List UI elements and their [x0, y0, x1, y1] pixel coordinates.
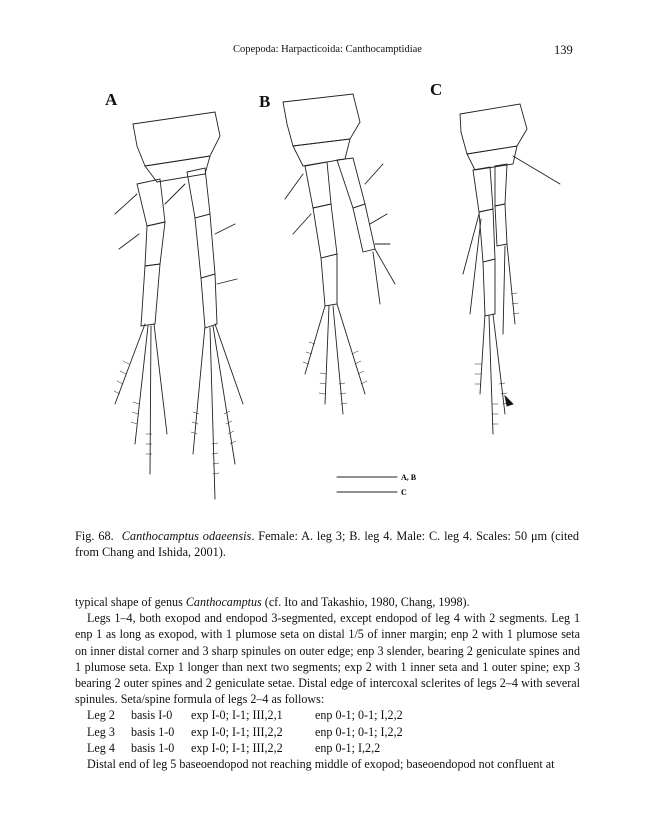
formula-exp: exp I-0; I-1; III,2,2 [191, 740, 283, 755]
p1-text: typical shape of genus [75, 595, 186, 609]
formula-basis: basis 1-0 [131, 724, 175, 739]
figure-68 [75, 74, 580, 506]
formula-enp: enp 0-1; 0-1; I,2,2 [315, 708, 403, 723]
formula-leg: Leg 4 [87, 740, 115, 755]
paragraph-1 [75, 594, 580, 610]
formula-exp: exp I-0; I-1; III,2,1 [191, 708, 283, 723]
leg-4-female-drawing [283, 94, 395, 414]
formula-enp: enp 0-1; I,2,2 [315, 740, 381, 755]
seta-spine-formula [75, 707, 580, 756]
caption-species: Canthocamptus odaeensis [121, 529, 252, 543]
formula-basis: basis 1-0 [131, 740, 175, 755]
p1-genus: Canthocamptus [185, 595, 262, 609]
running-title: Copepoda: Harpacticoida: Canthocamptidiae [233, 44, 422, 55]
formula-enp: enp 0-1; 0-1; I,2,2 [315, 724, 403, 739]
formula-row [75, 724, 580, 740]
leg-4-male-drawing [460, 104, 560, 434]
panel-label-a: A [105, 90, 118, 109]
panel-label-c: C [430, 80, 443, 99]
formula-exp: exp I-0; I-1; III,2,2 [191, 724, 283, 739]
page-number: 139 [554, 43, 573, 57]
caption-text: . Female: A. leg 3; B. leg 4. Male: C. leg 4. Scales: 50 μm (cited from Chang and Ishida, 2001). [75, 529, 579, 559]
arrowhead-marker [505, 396, 513, 406]
formula-leg: Leg 2 [87, 708, 115, 723]
scale-label-ab: A, B [401, 473, 417, 482]
formula-leg: Leg 3 [87, 724, 115, 739]
running-head [0, 44, 652, 60]
figure-caption [75, 528, 579, 560]
leg-3-female-drawing [115, 112, 243, 499]
caption-lead: Fig. 68. [75, 529, 114, 543]
paragraph-3: Distal end of leg 5 baseoendopod not reaching middle of exopod; baseoendopod not confluent at [87, 757, 555, 772]
scale-label-c: C [401, 488, 407, 497]
paragraph-2: Legs 1–4, both exopod and endopod 3-segmented, except endopod of leg 4 with 2 segments. Leg 1 enp 1 as long as exopod, with 1 plumose seta on distal 1/5 of inner margin; enp 2 with 1 plumose seta on inner distal corner and 3 sharp spinules on outer edge; enp 3 slender, bearing 2 geniculate spines and 1 plumose seta. Exp 1 longer than next two segments; exp 2 with 1 inner seta and 1 outer spine; exp 3 bearing 2 outer spines and 2 geniculate setae. Distal edge of intercoxal sclerites of legs 2–4 with several spinules. Seta/spine formula of legs 2–4 as follows: [75, 611, 580, 707]
body-text [75, 594, 580, 772]
formula-row [75, 740, 580, 756]
panel-label-b: B [259, 92, 271, 111]
formula-basis: basis I-0 [131, 708, 173, 723]
p1-rest: (cf. Ito and Takashio, 1980, Chang, 1998). [261, 595, 470, 609]
leg-illustrations [75, 74, 580, 506]
formula-row [75, 707, 580, 723]
